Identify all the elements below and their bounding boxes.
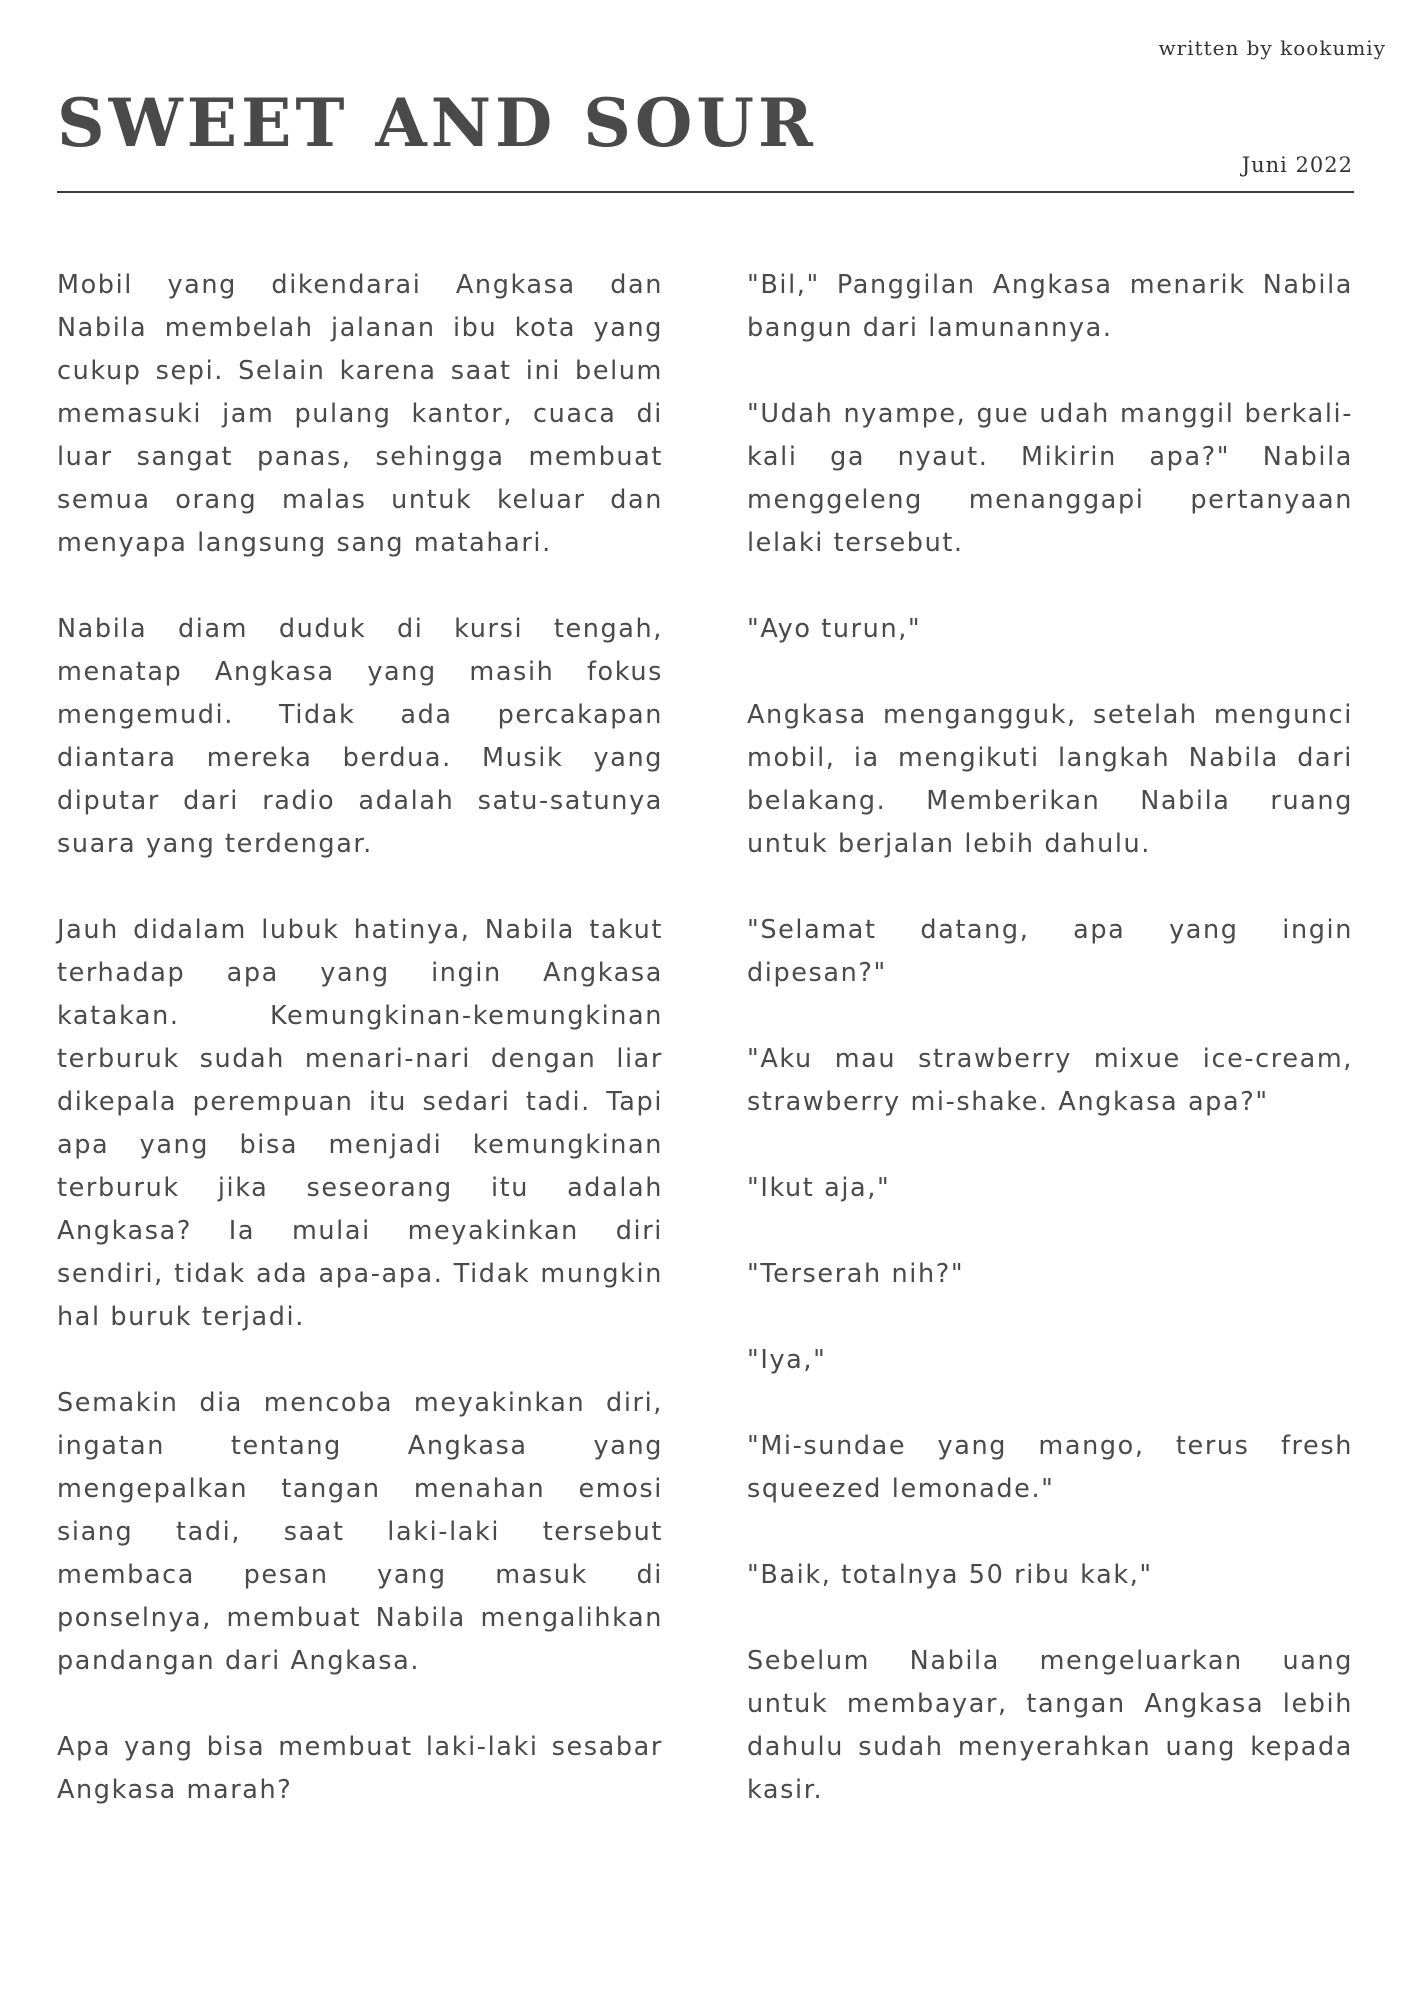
paragraph: Jauh didalam lubuk hatinya, Nabila takut terhadap apa yang ingin Angkasa katakan. Kemungkinan-kemungkinan terburuk sudah menari-nari dengan liar dikepala perempuan itu sedari tadi. Tapi apa yang bisa menjadi kemungkinan terburuk jika seseorang itu adalah Angkasa? Ia mulai meyakinkan diri sendiri, tidak ada apa-apa. Tidak mungkin hal buruk terjadi. [57,915,663,1332]
paragraph: Mobil yang dikendarai Angkasa dan Nabila membelah jalanan ibu kota yang cukup sepi. Selain karena saat ini belum memasuki jam pulang kantor, cuaca di luar sangat panas, sehingga membuat semua orang malas untuk keluar dan menyapa langsung sang matahari. [57,270,663,558]
paragraph: Semakin dia mencoba meyakinkan diri, ingatan tentang Angkasa yang mengepalkan tangan menahan emosi siang tadi, saat laki-laki tersebut membaca pesan yang masuk di ponselnya, membuat Nabila mengalihkan pandangan dari Angkasa. [57,1388,663,1676]
right-column [747,264,1353,1812]
paragraph: "Ikut aja," [747,1173,891,1203]
paragraph: Apa yang bisa membuat laki-laki sesabar Angkasa marah? [57,1732,663,1805]
paragraph: Angkasa mengangguk, setelah mengunci mobil, ia mengikuti langkah Nabila dari belakang. Memberikan Nabila ruang untuk berjalan lebih dahulu. [747,700,1353,859]
left-column [57,264,663,1812]
page-title: SWEET AND SOUR [57,84,817,162]
paragraph: "Aku mau strawberry mixue ice-cream, strawberry mi-shake. Angkasa apa?" [747,1044,1353,1117]
paragraph: "Ayo turun," [747,614,922,644]
paragraph: "Bil," Panggilan Angkasa menarik Nabila bangun dari lamunannya. [747,270,1353,343]
paragraph: "Iya," [747,1345,827,1375]
paragraph: Sebelum Nabila mengeluarkan uang untuk membayar, tangan Angkasa lebih dahulu sudah menyerahkan uang kepada kasir. [747,1646,1353,1805]
paragraph: "Terserah nih?" [747,1259,965,1289]
paragraph: "Selamat datang, apa yang ingin dipesan?" [747,915,1353,988]
paragraph: "Udah nyampe, gue udah manggil berkali-kali ga nyaut. Mikirin apa?" Nabila menggeleng menanggapi pertanyaan lelaki tersebut. [747,399,1353,558]
date-label: Juni 2022 [1241,153,1353,177]
byline: written by kookumiy [1158,36,1386,60]
paragraph: Nabila diam duduk di kursi tengah, menatap Angkasa yang masih fokus mengemudi. Tidak ada percakapan diantara mereka berdua. Musik yang diputar dari radio adalah satu-satunya suara yang terdengar. [57,614,663,859]
paragraph: "Baik, totalnya 50 ribu kak," [747,1560,1153,1590]
paragraph: "Mi-sundae yang mango, terus fresh squeezed lemonade." [747,1431,1353,1504]
header-divider [57,191,1354,193]
